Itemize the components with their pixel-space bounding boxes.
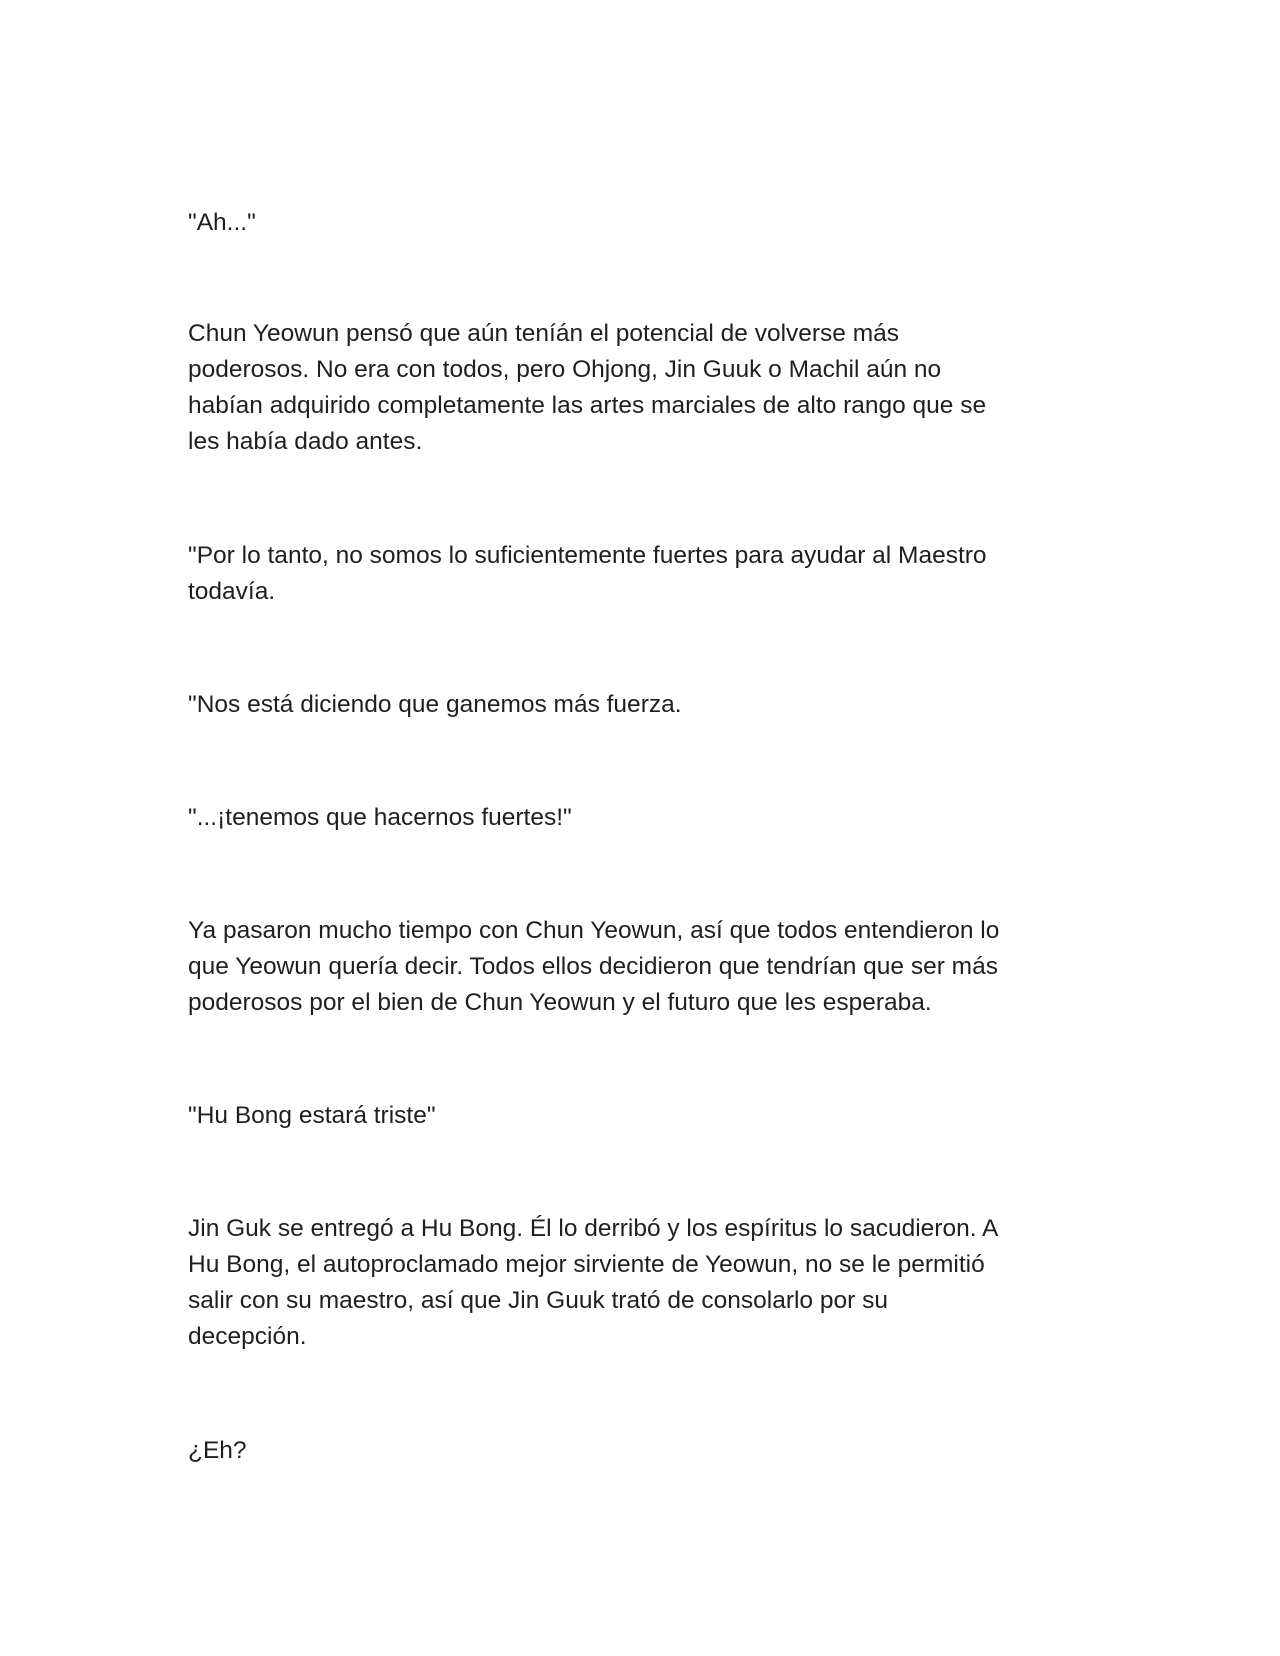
text-line: salir con su maestro, así que Jin Guuk trató de consolarlo por su xyxy=(188,1287,888,1314)
paragraph-long-time xyxy=(188,913,1108,1021)
text-line: que Yeowun quería decir. Todos ellos decidieron que tendrían que ser más xyxy=(188,953,998,980)
paragraph-chun-thought xyxy=(188,316,1108,460)
text-line: todavía. xyxy=(188,578,276,605)
text-line: ¿Eh? xyxy=(188,1437,247,1464)
text-line: habían adquirido completamente las artes marciales de alto rango que se xyxy=(188,392,987,419)
text-line: poderosos por el bien de Chun Yeowun y el futuro que les esperaba. xyxy=(188,989,932,1016)
text-line: "Nos está diciendo que ganemos más fuerza. xyxy=(188,691,682,718)
paragraph-get-strong xyxy=(188,800,1108,836)
text-line: "...¡tenemos que hacernos fuertes!" xyxy=(188,804,572,831)
paragraph-not-strong-enough xyxy=(188,538,1108,610)
text-line: "Por lo tanto, no somos lo suficientemente fuertes para ayudar al Maestro xyxy=(188,542,987,569)
text-line: "Hu Bong estará triste" xyxy=(188,1102,436,1129)
text-line: decepción. xyxy=(188,1323,307,1350)
text-line: "Ah..." xyxy=(188,209,256,236)
text-line: Hu Bong, el autoproclamado mejor sirviente de Yeowun, no se le permitió xyxy=(188,1251,985,1278)
paragraph-jin-guk xyxy=(188,1211,1108,1355)
paragraph-eh xyxy=(188,1433,1108,1469)
paragraph-hu-bong-sad xyxy=(188,1098,1108,1134)
text-line: poderosos. No era con todos, pero Ohjong, Jin Guuk o Machil aún no xyxy=(188,356,942,383)
text-line: Jin Guk se entregó a Hu Bong. Él lo derribó y los espíritus lo sacudieron. A xyxy=(188,1215,999,1242)
text-line: Chun Yeowun pensó que aún teníán el potencial de volverse más xyxy=(188,320,900,347)
text-line: les había dado antes. xyxy=(188,428,423,455)
paragraph-gain-strength xyxy=(188,687,1108,723)
text-line: Ya pasaron mucho tiempo con Chun Yeowun, así que todos entendieron lo xyxy=(188,917,1000,944)
paragraph-ah xyxy=(188,205,1108,241)
